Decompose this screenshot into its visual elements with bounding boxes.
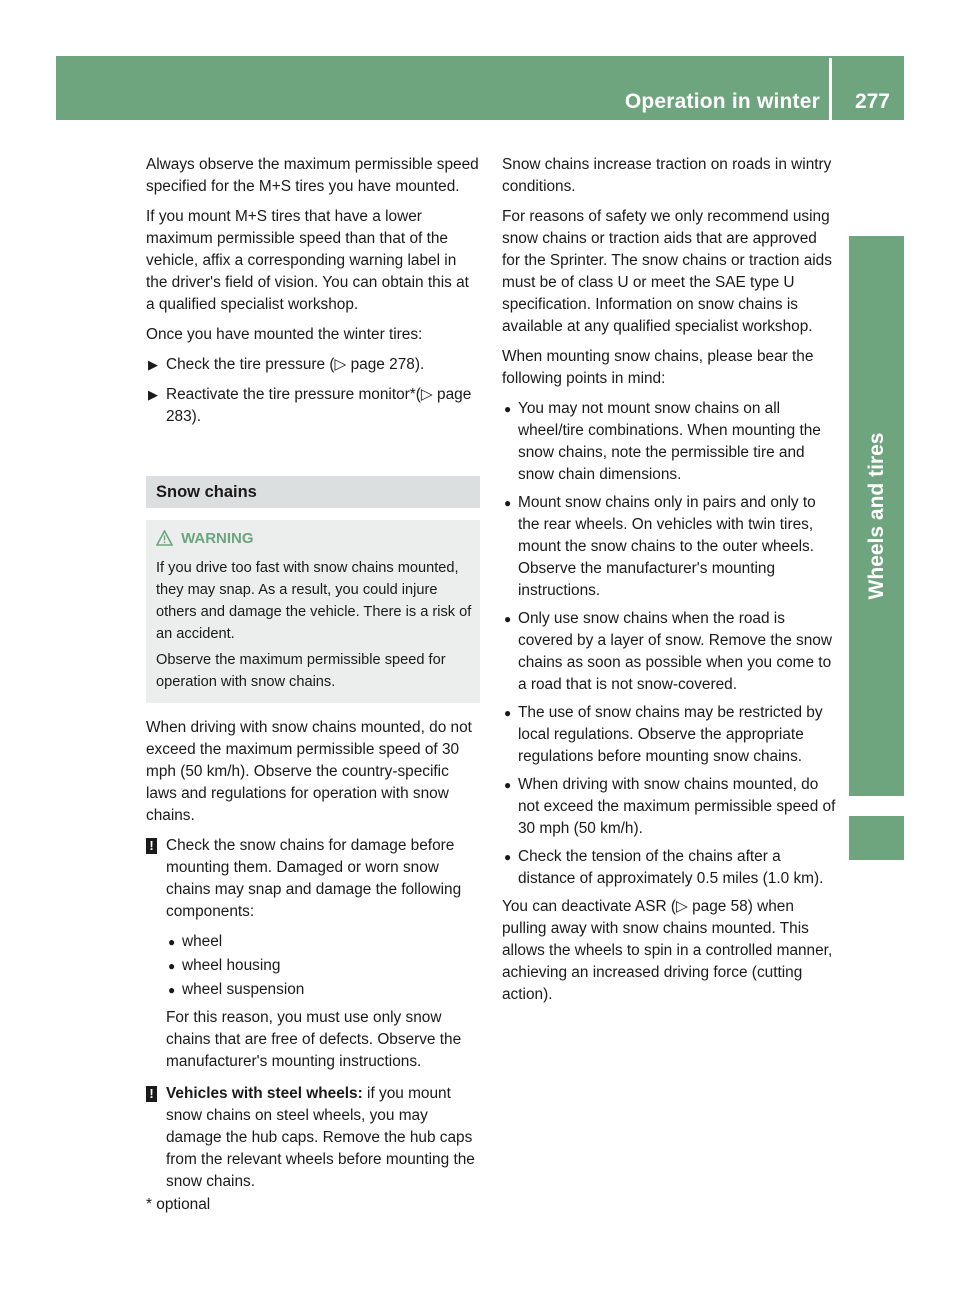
bullet-icon: ●: [504, 612, 512, 626]
chapter-tab-label: Wheels and tires: [864, 432, 888, 600]
notice-text: For this reason, you must use only snow chains that are free of defects. Observe the manufacturer's mounting instructions.: [166, 1009, 462, 1070]
list-item: [502, 608, 836, 696]
list-item: [502, 702, 836, 768]
warning-triangle-icon: [156, 530, 173, 553]
instruction-step: [146, 384, 480, 428]
bullet-icon: ●: [504, 850, 512, 864]
bullet-icon: ●: [504, 706, 512, 720]
exclamation-icon: !: [146, 838, 157, 854]
warning-box: [146, 520, 480, 703]
chapter-tab: [849, 236, 904, 796]
instruction-step: [146, 354, 480, 376]
list-item-text: Only use snow chains when the road is covered by a layer of snow. Remove the snow chains as soon as possible when you come to a road that is not snow-covered.: [518, 610, 832, 693]
bullet-icon: ●: [168, 983, 176, 997]
list-item: [502, 492, 836, 602]
paragraph: For reasons of safety we only recommend using snow chains or traction aids that are approved for the Sprinter. The snow chains or traction aids must be of class U or meet the SAE type U specification. Information on snow chains is available at any qualified specialist workshop.: [502, 208, 832, 335]
bullet-icon: ●: [504, 496, 512, 510]
list-item-text: wheel housing: [182, 957, 281, 974]
notice-text: if you mount snow chains on steel wheels, you may damage the hub caps. Remove the hub caps from the relevant wheels before mounting the snow chains.: [166, 1085, 475, 1190]
step-text: Check the tire pressure (▷ page 278).: [166, 356, 425, 373]
list-item: [502, 398, 836, 486]
step-arrow-icon: ▶: [148, 387, 158, 402]
section-heading: Snow chains: [146, 476, 480, 508]
component-list: [166, 931, 480, 1001]
damage-notice: [146, 835, 480, 1073]
paragraph: Snow chains increase traction on roads in wintry conditions.: [502, 156, 832, 195]
footnote: * optional: [146, 1196, 211, 1213]
list-item: [502, 774, 836, 840]
list-item: [166, 979, 480, 1001]
right-column: [502, 154, 836, 1014]
warning-text: Observe the maximum permissible speed for operation with snow chains.: [156, 652, 446, 690]
paragraph: You can deactivate ASR (▷ page 58) when pulling away with snow chains mounted. This allows the wheels to spin in a controlled manner, achieving an increased driving force (cutting action).: [502, 898, 833, 1003]
list-item: [502, 846, 836, 890]
notice-text: Check the snow chains for damage before mounting them. Damaged or worn snow chains may snap and damage the following components:: [166, 837, 462, 920]
warning-title: WARNING: [181, 530, 254, 547]
bullet-icon: ●: [504, 402, 512, 416]
bullet-icon: ●: [504, 778, 512, 792]
chapter-marker: [849, 816, 904, 860]
header-divider: [829, 58, 832, 120]
section-title: Operation in winter: [624, 90, 820, 113]
list-item: [166, 955, 480, 977]
list-item-text: Check the tension of the chains after a distance of approximately 0.5 miles (1.0 km).: [518, 848, 824, 887]
list-item: [166, 931, 480, 953]
list-item-text: The use of snow chains may be restricted by local regulations. Observe the appropriate regulations before mounting snow chains.: [518, 704, 823, 765]
list-item-text: wheel suspension: [182, 981, 305, 998]
notice-bold-lead: Vehicles with steel wheels:: [166, 1085, 363, 1102]
left-column: [146, 154, 480, 1203]
step-text: Reactivate the tire pressure monitor*(▷ page 283).: [166, 386, 472, 425]
page-number: 277: [854, 90, 890, 113]
step-arrow-icon: ▶: [148, 357, 158, 372]
list-item-text: Mount snow chains only in pairs and only to the rear wheels. On vehicles with twin tires, mount the snow chains to the outer wheels. Observe the manufacturer's mounting instructions.: [518, 494, 816, 599]
paragraph: If you mount M+S tires that have a lower maximum permissible speed than that of the vehicle, affix a corresponding warning label in the driver's field of vision. You can obtain this at a qualified specialist workshop.: [146, 208, 469, 313]
warning-text: If you drive too fast with snow chains mounted, they may snap. As a result, you could injure others and damage the vehicle. There is a risk of an accident.: [156, 560, 472, 642]
paragraph: Always observe the maximum permissible speed specified for the M+S tires you have mounted.: [146, 156, 479, 195]
page-header: [56, 56, 904, 120]
list-item-text: wheel: [182, 933, 223, 950]
paragraph: When mounting snow chains, please bear the following points in mind:: [502, 348, 814, 387]
bullet-icon: ●: [168, 935, 176, 949]
exclamation-icon: !: [146, 1086, 157, 1102]
paragraph: Once you have mounted the winter tires:: [146, 326, 423, 343]
bullet-icon: ●: [168, 959, 176, 973]
list-item-text: You may not mount snow chains on all wheel/tire combinations. When mounting the snow chains, note the permissible tire and snow chain dimensions.: [518, 400, 821, 483]
paragraph: When driving with snow chains mounted, do not exceed the maximum permissible speed of 30 mph (50 km/h). Observe the country-specific laws and regulations for operation with snow chains.: [146, 719, 472, 824]
damage-notice: [146, 1083, 480, 1193]
list-item-text: When driving with snow chains mounted, do not exceed the maximum permissible speed of 30 mph (50 km/h).: [518, 776, 836, 837]
